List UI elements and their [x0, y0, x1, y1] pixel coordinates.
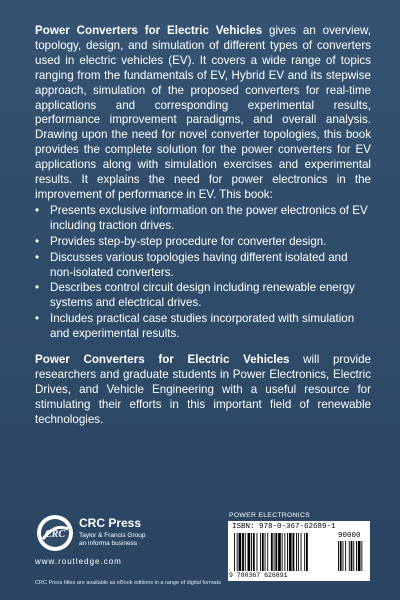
bullet-icon: •	[35, 281, 40, 295]
barcode-bars	[232, 533, 366, 573]
publisher-business: an informa business	[79, 540, 138, 547]
publisher-name: CRC Press	[79, 516, 142, 530]
bullet-icon: •	[35, 250, 40, 264]
ebook-note: CRC Press titles are available as eBook editions in a range of digital formats	[35, 580, 221, 586]
list-item	[35, 281, 371, 311]
publisher-url[interactable]: www.routledge.com	[35, 557, 122, 566]
book-title-bold: Power Converters for Electric Vehicles	[35, 24, 263, 37]
book-title-bold: Power Converters for Electric Vehicles	[35, 353, 290, 367]
list-item	[35, 251, 371, 281]
list-item-text: Provides step-by-step procedure for converter design.	[50, 234, 327, 248]
list-item	[35, 204, 371, 234]
list-item	[35, 235, 371, 250]
isbn-label: ISBN: 978-0-367-62689-1	[232, 523, 336, 531]
bullet-icon: •	[35, 234, 40, 248]
barcode	[228, 521, 370, 581]
crc-press-logo-icon	[35, 513, 75, 553]
list-item-text: Presents exclusive information on the power electronics of EV including traction drives.	[50, 203, 368, 232]
intro-paragraph	[35, 24, 371, 203]
list-item-text: Includes practical case studies incorporated with simulation and experimental results.	[50, 312, 355, 341]
publisher-block	[35, 513, 225, 586]
barcode-digits: 9 780367 626891	[229, 572, 288, 579]
description-block	[35, 24, 371, 428]
publisher-group: Taylor & Francis Group	[79, 532, 146, 539]
intro-text: gives an overview, topology, design, and simulation of different types of converters used in electric vehicles (EV). It covers a wide range of topics ranging from the fundamentals of EV, Hybrid EV and its stepwise approach, simulation of the proposed converters for real-time applications and corresponding experimental results, performance improvement paradigms, and overall analysis. Drawing upon the need for novel converter topologies, this book provides the complete solution for the power converters for EV applications along with simulation exercises and experimental results. It explains the need for power electronics in the improvement of performance in EV. This book:	[35, 24, 371, 201]
list-item	[35, 312, 371, 342]
bullet-icon: •	[35, 312, 40, 326]
list-item-text: Discusses various topologies having different isolated and non-isolated converters.	[50, 250, 348, 279]
price-code: 90000	[338, 532, 361, 540]
closing-paragraph	[35, 353, 371, 428]
category-label: POWER ELECTRONICS	[229, 512, 311, 519]
logo-letters: CRC	[44, 529, 66, 540]
bullet-icon: •	[35, 203, 40, 217]
feature-list	[35, 204, 371, 342]
closing-text: will provide researchers and graduate students in Power Electronics, Electric Drives, and Vehicle Engineering with a useful resource for stimulating their efforts in this important field of renewable technologies.	[35, 353, 371, 426]
list-item-text: Describes control circuit design including renewable energy systems and electrical drives.	[50, 281, 355, 310]
